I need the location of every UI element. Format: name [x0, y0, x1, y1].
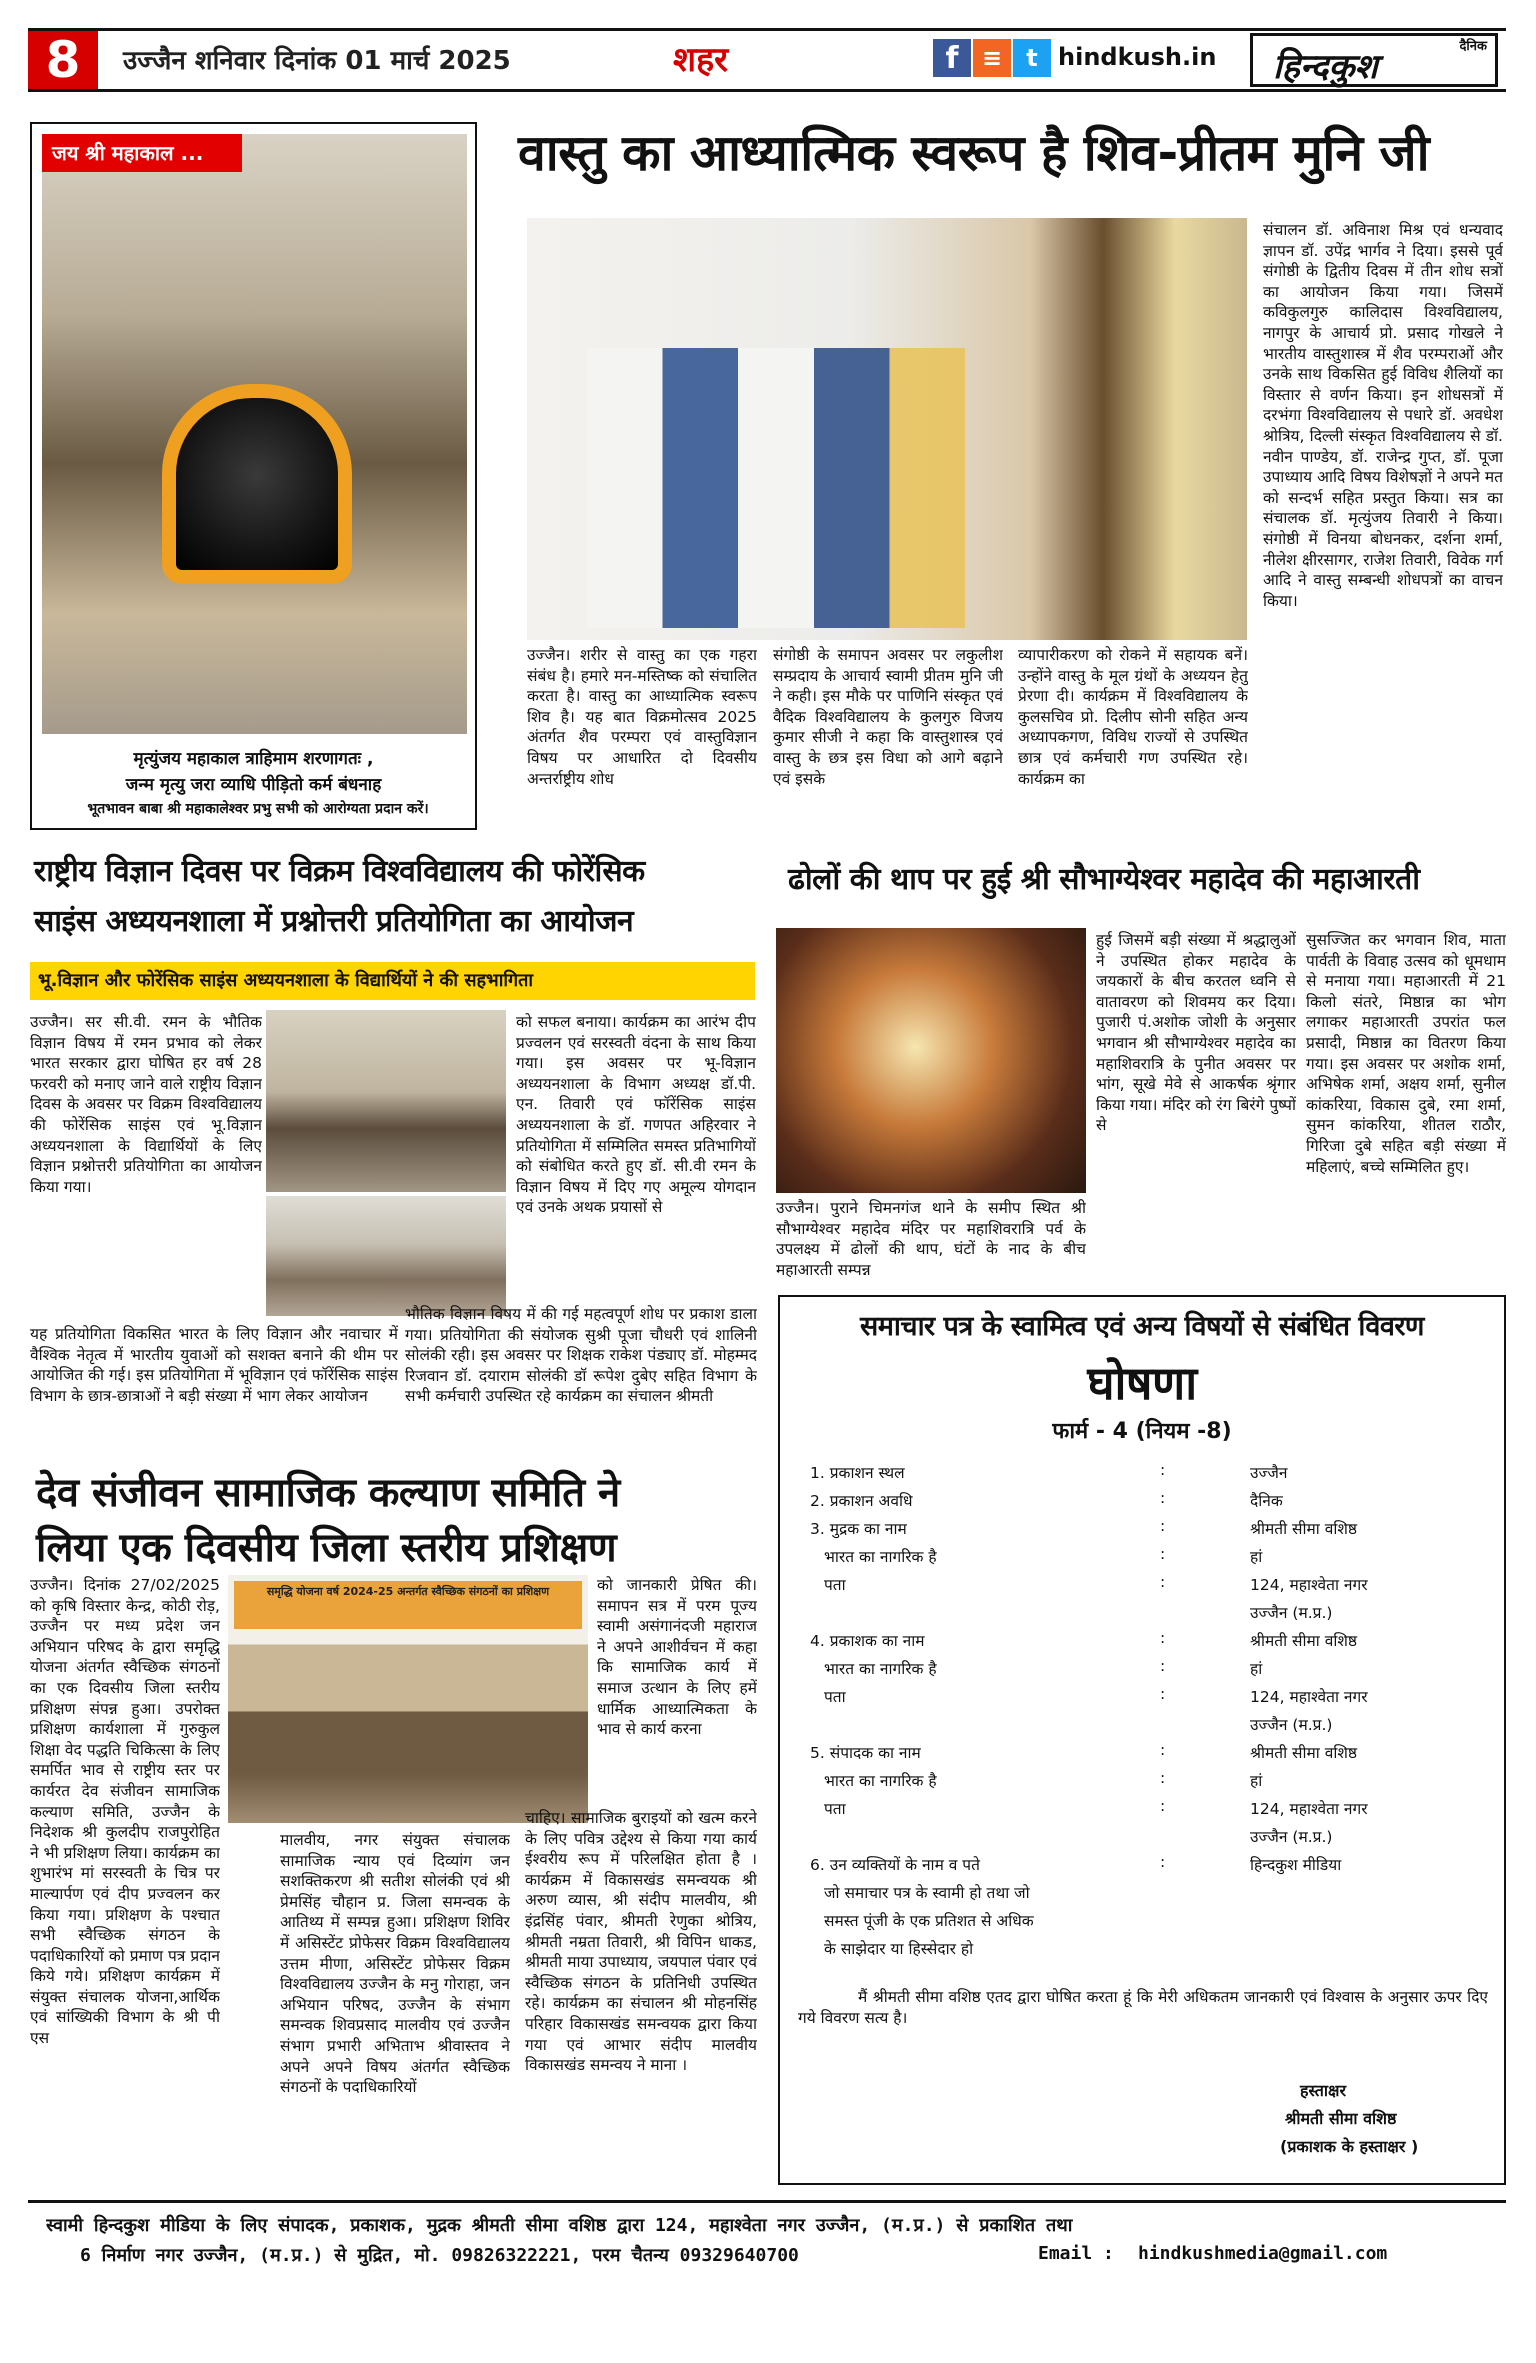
sign-name: श्रीमती सीमा वशिष्ठ: [1285, 2109, 1397, 2128]
declaration-row: [810, 1545, 1470, 1573]
aarti-headline: ढोलों की थाप पर हुई श्री सौभाग्येश्वर महादेव की महाआरती: [788, 862, 1420, 897]
aarti-photo: [776, 928, 1086, 1193]
declaration-sep: [1160, 1909, 1250, 1937]
site-url[interactable]: hindkush.in: [1058, 43, 1217, 71]
declaration-label: भारत का नागरिक है: [824, 1548, 937, 1566]
declaration-row: [810, 1685, 1470, 1713]
declaration-label: भारत का नागरिक है: [824, 1772, 937, 1790]
imprint-email-label: Email :: [1038, 2243, 1114, 2264]
declaration-value: [1250, 1881, 1470, 1909]
declaration-row: [810, 1657, 1470, 1685]
sanjeevan-headline-2: लिया एक दिवसीय जिला स्तरीय प्रशिक्षण: [36, 1525, 617, 1571]
declaration-label: 3. मुद्रक का नाम: [810, 1520, 907, 1538]
jai-mahakal-tag: जय श्री महाकाल ...: [42, 134, 242, 172]
declaration-label: 1. प्रकाशन स्थल: [810, 1464, 905, 1482]
science-col3: को सफल बनाया। कार्यक्रम का आरंभ दीप प्रज्वलन एवं सरस्वती वंदना के साथ किया गया। इस अवसर पर भू-विज्ञान अध्ययनशाला के विभाग अध्यक्ष डॉ.पी. एन. तिवारी एवं फॉरेंसिक साइंस अध्ययनशाला के डॉ. गणपत अहिरवार ने प्रतियोगिता में सम्मिलित समस्त प्रतिभागियों को संबोधित करते हुए डॉ. सी.वी रमन के विज्ञान विषय में दिए गए अमूल्य योगदान एवं उनके अथक प्रयासों से: [516, 1013, 756, 1217]
facebook-icon[interactable]: f: [933, 39, 971, 77]
declaration-label: 5. संपादक का नाम: [810, 1744, 921, 1762]
declaration-sep: :: [1160, 1853, 1166, 1871]
declaration-statement: मैं श्रीमती सीमा वशिष्ठ एतद द्वारा घोषित करता हूं कि मेरी अधिकतम जानकारी एवं विश्वास के अनुसार ऊपर दिए गये विवरण सत्य है।: [798, 1988, 1488, 2027]
sanjeevan-headline-1: देव संजीवन सामाजिक कल्याण समिति ने: [36, 1470, 620, 1516]
declaration-label: पता: [824, 1576, 846, 1594]
declaration-form: फार्म - 4 (नियम -8): [1052, 1419, 1232, 1444]
declaration-value: उज्जैन: [1250, 1464, 1288, 1482]
vastu-photo: [527, 218, 1247, 640]
declaration-row: [810, 1797, 1470, 1825]
vastu-col1: उज्जैन। शरीर से वास्तु का एक गहरा संबंध है। हमारे मन-मस्तिष्क को संचालित करता है। वास्तु का आध्यात्मिक स्वरूप शिव है। यह बात विक्रमोत्सव 2025 अंतर्गत शैव परम्परा एवं वास्तुविज्ञान विषय पर आधारित दो दिवसीय अन्तर्राष्ट्रीय शोध: [527, 646, 757, 788]
declaration-value: श्रीमती सीमा वशिष्ठ: [1250, 1520, 1358, 1538]
declaration-sep: :: [1160, 1489, 1166, 1507]
declaration-value: उज्जैन (म.प्र.): [1250, 1604, 1333, 1622]
declaration-label: 4. प्रकाशक का नाम: [810, 1632, 925, 1650]
sanjeevan-col3: चाहिए। सामाजिक बुराइयों को खत्म करने के लिए पवित्र उद्देश्य से किया गया कार्य ईश्वरीय रूप में परिलक्षित होता है । कार्यक्रम में विकासखंड समन्वयक श्री अरुण व्यास, श्री संदीप मालवीय, श्री इंद्रसिंह पंवार, श्रीमती रेणुका श्रोत्रिय, श्रीमती नम्रता तिवारी, श्री विपिन धाकड, श्रीमती माया उपाध्याय, जयपाल पंवार एवं स्वैच्छिक संगठन के प्रतिनिधी उपस्थित रहे। कार्यक्रम का संचालन श्री मोहनसिंह परिहार विकासखंड समन्वयक द्वारा किया गया एवं आभार संदीप मालवीय विकासखंड समन्वय ने माना ।: [525, 1809, 757, 2075]
twitter-icon[interactable]: t: [1013, 39, 1051, 77]
imprint-line2: 6 निर्माण नगर उज्जैन, (म.प्र.) से मुद्रित, मो. 09826322221, परम चैतन्य 09329640700: [80, 2245, 799, 2266]
declaration-value: श्रीमती सीमा वशिष्ठ: [1250, 1632, 1358, 1650]
declaration-row: [810, 1769, 1470, 1797]
declaration-value: हां: [1250, 1660, 1263, 1678]
page-number: 8: [28, 31, 98, 89]
declaration-row: [810, 1713, 1470, 1741]
imprint-email[interactable]: hindkushmedia@gmail.com: [1138, 2243, 1388, 2264]
aarti-col3: सुसज्जित कर भगवान शिव, माता पार्वती के विवाह उत्सव को धूमधाम से मनाया गया। महाआरती में 21 किलो संतरे, मिष्ठान्न का भोग लगाकर महाआरती उपरांत फल प्रसादी, मिष्ठान्न का वितरण किया गया। इस अवसर पर अशोक शर्मा, अभिषेक शर्मा, अक्षय शर्मा, सुनील कांकरिया, विकास दुबे, रमा शर्मा, सुमन कांकरिया, शीतल राठौर, गिरिजा दुबे सहित बड़ी संख्या में महिलाएं, बच्चे सम्मिलित हुए।: [1306, 931, 1506, 1176]
declaration-sep: :: [1160, 1461, 1166, 1479]
declaration-row: [810, 1461, 1470, 1489]
declaration-sep: :: [1160, 1685, 1166, 1703]
science-photo-1: [266, 1010, 506, 1192]
declaration-label: जो समाचार पत्र के स्वामी हो तथा जो: [824, 1884, 1030, 1902]
declaration-sep: [1160, 1825, 1250, 1853]
sign-role: (प्रकाशक के हस्ताक्षर ): [1280, 2137, 1419, 2156]
logo-text: हिन्दकुश: [1273, 47, 1378, 87]
shivling-icon: [162, 384, 352, 584]
declaration-sep: :: [1160, 1797, 1166, 1815]
declaration-label: 6. उन व्यक्तियों के नाम व पते: [810, 1856, 980, 1874]
declaration-label: भारत का नागरिक है: [824, 1660, 937, 1678]
declaration-row: [810, 1517, 1470, 1545]
declaration-sep: [1160, 1881, 1250, 1909]
aarti-caption: उज्जैन। पुराने चिमनगंज थाने के समीप स्थित श्री सौभाग्येश्वर महादेव मंदिर पर महाशिवरात्रि पर्व के उपलक्ष्य में ढोलों की थाप, घंटों के नाद के बीच महाआरती सम्पन्न: [776, 1199, 1086, 1279]
declaration-label: [810, 1713, 1160, 1741]
declaration-value: [1250, 1909, 1470, 1937]
section-name: शहर: [673, 40, 729, 80]
science-photo-2: [266, 1196, 506, 1316]
declaration-row: [810, 1489, 1470, 1517]
declaration-value: दैनिक: [1250, 1492, 1283, 1510]
declaration-sep: :: [1160, 1517, 1166, 1535]
declaration-row: [810, 1601, 1470, 1629]
sanjeevan-col1: उज्जैन। दिनांक 27/02/2025 को कृषि विस्तार केन्द्र, कोठी रोड़, उज्जैन पर मध्य प्रदेश जन अभियान परिषद के द्वारा समृद्धि योजना अंतर्गत स्वैच्छिक संगठनों का एक दिवसीय जिला स्तरीय प्रशिक्षण संपन्न हुआ। उपरोक्त प्रशिक्षण कार्यशाला में गुरुकुल शिक्षा वेद पद्धति चिकित्सा के लिए समर्पित भाव से राष्ट्रीय स्तर पर कार्यरत देव संजीवन सामाजिक कल्याण समिति, उज्जैन के निदेशक श्री कुलदीप राजपुरोहित ने भी प्रशिक्षण लिया। कार्यक्रम का शुभारंभ मां सरस्वती के चित्र पर माल्यार्पण एवं दीप प्रज्वलन कर किया गया। प्रशिक्षण के पश्चात सभी स्वैच्छिक संगठन के पदाधिकारियों को प्रमाण पत्र प्रदान किये गये। प्रशिक्षण कार्यक्रम में संयुक्त संचालक योजना,आर्थिक एवं सांख्यिकी विभाग के श्री पी एस: [30, 1576, 220, 2048]
science-headline-2: साइंस अध्ययनशाला में प्रश्नोत्तरी प्रतियोगिता का आयोजन: [34, 904, 634, 939]
imprint-line1: स्वामी हिन्दकुश मीडिया के लिए संपादक, प्रकाशक, मुद्रक श्रीमती सीमा वशिष्ठ द्वारा 124, महाश्वेता नगर उज्जैन, (म.प्र.) से प्रकाशित तथा: [46, 2215, 1073, 2236]
declaration-label: [810, 1601, 1160, 1629]
declaration-label: के साझेदार या हिस्सेदार हो: [824, 1940, 974, 1958]
logo-daily: दैनिक: [1459, 39, 1487, 54]
sanjeevan-col3-top: को जानकारी प्रेषित की। समापन सत्र में परम पूज्य स्वामी असंगानंदजी महाराज ने अपने आशीर्वचन में कहा कि सामाजिक कार्य में समाज उत्थान के लिए हमें धार्मिक आध्यात्मिकता के भाव से कार्य करना: [597, 1576, 757, 1739]
declaration-row: [810, 1937, 1470, 1965]
declaration-label: 2. प्रकाशन अवधि: [810, 1492, 913, 1510]
declaration-sep: :: [1160, 1657, 1166, 1675]
declaration-sep: [1160, 1601, 1250, 1629]
mahakal-line3: भूतभावन बाबा श्री महाकालेश्वर प्रभु सभी को आरोग्यता प्रदान करें।: [87, 801, 429, 817]
declaration-row: [810, 1853, 1470, 1881]
declaration-sep: [1160, 1937, 1250, 1965]
declaration-sep: [1160, 1713, 1250, 1741]
declaration-sep: :: [1160, 1545, 1166, 1563]
declaration-value: 124, महाश्वेता नगर: [1250, 1800, 1368, 1818]
declaration-label: [810, 1825, 1160, 1853]
declaration-sep: :: [1160, 1741, 1166, 1759]
declaration-sep: :: [1160, 1769, 1166, 1787]
declaration-row: [810, 1741, 1470, 1769]
science-bottom-left: यह प्रतियोगिता विकसित भारत के लिए विज्ञान और नवाचार में वैश्विक नेतृत्व में भारतीय युवाओं को सशक्त बनाने की थीम पर आयोजित की गई। इस प्रतियोगिता में भूविज्ञान एवं फॉरेंसिक साइंस विभाग के छात्र-छात्राओं ने बड़ी संख्या में भाग लेकर आयोजन: [30, 1325, 398, 1405]
declaration-value: हां: [1250, 1772, 1263, 1790]
mahakal-photo: [42, 134, 467, 734]
declaration-title: समाचार पत्र के स्वामित्व एवं अन्य विषयों से संबंधित विवरण: [860, 1311, 1424, 1342]
sign-label: हस्ताक्षर: [1300, 2081, 1347, 2100]
declaration-row: [810, 1573, 1470, 1601]
sanjeevan-col2: मालवीय, नगर संयुक्त संचालक सामाजिक न्याय एवं दिव्यांग जन सशक्तिकरण श्री सतीश सोलंकी एवं श्री प्रेमसिंह चौहान प्र. जिला समन्वक के आतिथ्य में सम्पन्न हुआ। प्रशिक्षण शिविर में असिस्टेंट प्रोफेसर विक्रम विश्वविद्यालय उत्तम मीणा, असिस्टेंट प्रोफेसर विक्रम विश्वविद्यालय उज्जैन के मनु गोराहा, जन अभियान परिषद, उज्जैन के संभाग समन्वक शिवप्रसाद मालवीय एवं उज्जैन संभाग प्रभारी अभिताभ श्रीवास्तव ने अपने अपने विषय अंतर्गत स्वैच्छिक संगठनों के पदाधिकारियों: [280, 1831, 510, 2097]
declaration-value: हिन्दकुश मीडिया: [1250, 1856, 1342, 1874]
declaration-table: [810, 1461, 1470, 1965]
sanjeevan-photo: [228, 1575, 588, 1823]
dateline: उज्जैन शनिवार दिनांक 01 मार्च 2025: [123, 46, 511, 76]
declaration-row: [810, 1629, 1470, 1657]
declaration-value: श्रीमती सीमा वशिष्ठ: [1250, 1744, 1358, 1762]
masthead: [28, 28, 1506, 92]
science-bottom-right: भौतिक विज्ञान विषय में की गई महत्वपूर्ण शोध पर प्रकाश डाला गया। प्रतियोगिता की संयोजक सुश्री पूजा चौधरी एवं शालिनी सोलंकी रही। इस अवसर पर शिक्षक राकेश पंड्याए डॉ. मोहम्मद रिजवान डॉ. दयाराम सोलंकी डॉ रूपेश दुबेए सहित विभाग के सभी कर्मचारी उपस्थित रहे कार्यक्रम का संचालन श्रीमती: [405, 1305, 757, 1406]
rss-icon[interactable]: ≡: [973, 39, 1011, 77]
vastu-headline: वास्तु का आध्यात्मिक स्वरूप है शिव-प्रीतम मुनि जी: [518, 124, 1430, 182]
science-subhead: भू.विज्ञान और फोरेंसिक साइंस अध्ययनशाला के विद्यार्थियों ने की सहभागिता: [30, 962, 755, 1000]
declaration-row: [810, 1909, 1470, 1937]
declaration-value: [1250, 1937, 1470, 1965]
sanjeevan-banner: समृद्धि योजना वर्ष 2024-25 अन्तर्गत स्वैच्छिक संगठनों का प्रशिक्षण: [234, 1581, 582, 1629]
aarti-col2: हुई जिसमें बड़ी संख्या में श्रद्धालुओं ने उपस्थित होकर महादेव के जयकारों के बीच करतल ध्वनि से वातावरण को शिवमय कर दिया। पुजारी पं.अशोक जोशी के अनुसार भगवान श्री सौभाग्येश्वर महादेव का महाशिवरात्रि के पुनीत अवसर पर भांग, सूखे मेवे से आकर्षक श्रृंगार किया गया। मंदिर को रंग बिरंगे पुष्पों से: [1096, 931, 1296, 1135]
science-headline-1: राष्ट्रीय विज्ञान दिवस पर विक्रम विश्वविद्यालय की फोरेंसिक: [34, 854, 645, 889]
declaration-heading: घोषणा: [1087, 1356, 1197, 1410]
declaration-value: उज्जैन (म.प्र.): [1250, 1716, 1333, 1734]
mahakal-box: [30, 122, 477, 830]
vastu-col2: संगोष्ठी के समापन अवसर पर लकुलीश सम्प्रदाय के आचार्य स्वामी प्रीतम मुनि जी ने कही। इस मौके पर पाणिनि संस्कृत एवं वैदिक विश्वविद्यालय के कुलगुरु विजय कुमार सीजी ने कहा कि वास्तुशास्त्र एवं वास्तु के छत्र इस विधा को आगे बढ़ाने एवं इसके: [773, 646, 1003, 788]
vastu-right-col: संचालन डॉ. अविनाश मिश्र एवं धन्यवाद ज्ञापन डॉ. उपेंद्र भार्गव ने दिया। इससे पूर्व संगोष्ठी के द्वितीय दिवस में तीन शोध सत्रों का आयोजन किया गया। जिसमें कविकुलगुरु कालिदास विश्वविद्यालय, नागपुर के आचार्य प्रो. प्रसाद गोखले ने भारतीय वास्तुशास्त्र में शैव परम्पराओं और उनके साथ विकसित हुई विविध शैलियों का विस्तार से वर्णन किया। इन शोधसत्रों में दरभंगा विश्वविद्यालय से पधारे डॉ. अवधेश श्रोत्रिय, दिल्ली संस्कृत विश्वविद्यालय से डॉ. नवीन पाण्डेय, डॉ. राजेन्द्र गुप्त, डॉ. पूजा उपाध्याय आदि विषय विशेषज्ञों ने अपने मत को सन्दर्भ सहित प्रस्तुत किया। सत्र का संचालक डॉ. मृत्युंजय तिवारी ने किया। संगोष्ठी में विनया बोधनकर, दर्शना शर्मा, नीलेश क्षीरसागर, राजेश तिवारी, विवेक गर्ग आदि ने वास्तु सम्बन्धी शोधपत्रों का वाचन किया।: [1263, 221, 1503, 610]
newspaper-logo: [1250, 33, 1498, 87]
declaration-box: [778, 1295, 1506, 2185]
science-col1: उज्जैन। सर सी.वी. रमन के भौतिक विज्ञान विषय में रमन प्रभाव को लेकर भारत सरकार द्वारा घोषित हर वर्ष 28 फरवरी को मनाए जाने वाले राष्ट्रीय विज्ञान दिवस के अवसर पर विक्रम विश्वविद्यालय की फोरेंसिक साइंस एवं भू.विज्ञान अध्ययनशाला के विद्यार्थियों के लिए विज्ञान प्रश्नोत्तरी प्रतियोगिता का आयोजन किया गया।: [30, 1013, 262, 1196]
declaration-row: [810, 1825, 1470, 1853]
mahakal-line2: जन्म मृत्यु जरा व्याधि पीड़ितो कर्म बंधनाह: [125, 775, 382, 795]
declaration-sep: :: [1160, 1629, 1166, 1647]
declaration-value: 124, महाश्वेता नगर: [1250, 1576, 1368, 1594]
group-people: [587, 348, 1007, 628]
declaration-label: पता: [824, 1800, 846, 1818]
declaration-row: [810, 1881, 1470, 1909]
declaration-value: हां: [1250, 1548, 1263, 1566]
mahakal-line1: मृत्युंजय महाकाल त्राहिमाम शरणागतः ,: [133, 749, 374, 769]
declaration-value: उज्जैन (म.प्र.): [1250, 1828, 1333, 1846]
declaration-label: समस्त पूंजी के एक प्रतिशत से अधिक: [824, 1912, 1034, 1930]
imprint: [28, 2200, 1506, 2280]
vastu-col3: व्यापारीकरण को रोकने में सहायक बनें। उन्होंने वास्तु के मूल ग्रंथों के अध्ययन हेतु प्रेरणा दी। कार्यक्रम में विश्वविद्यालय के कुलसचिव प्रो. दिलीप सोनी सहित अन्य अध्यापकगण, विविध राज्यों से उपस्थित छात्र एवं कर्मचारी गण उपस्थित रहे। कार्यक्रम का: [1018, 646, 1248, 788]
declaration-label: पता: [824, 1688, 846, 1706]
declaration-value: 124, महाश्वेता नगर: [1250, 1688, 1368, 1706]
declaration-sep: :: [1160, 1573, 1166, 1591]
